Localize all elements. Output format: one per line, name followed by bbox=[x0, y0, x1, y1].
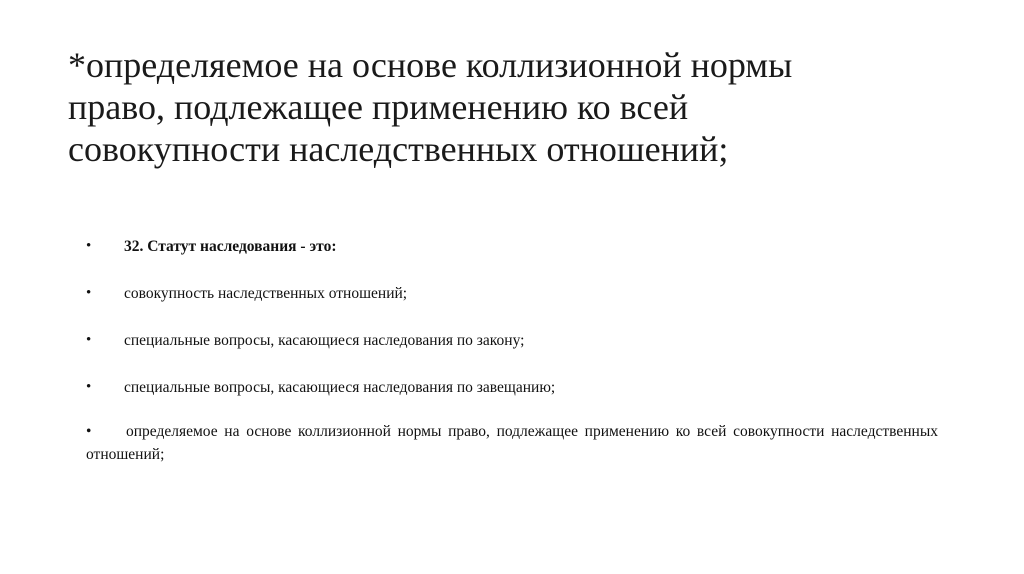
bullet-icon: • bbox=[86, 285, 92, 301]
bullet-icon: • bbox=[86, 379, 92, 395]
title-line: право, подлежащее применению ко всей bbox=[68, 87, 689, 127]
option-text: специальные вопросы, касающиеся наследования по закону; bbox=[124, 332, 525, 349]
option-text: определяемое на основе коллизионной нормы право, подлежащее применению ко всей совокупности наследственных отношений; bbox=[86, 423, 938, 463]
option-text: специальные вопросы, касающиеся наследования по завещанию; bbox=[124, 379, 556, 396]
bullet-icon: • bbox=[86, 423, 92, 440]
list-item-option bbox=[86, 279, 938, 326]
list-item-option bbox=[86, 420, 938, 466]
title-line: совокупности наследственных отношений; bbox=[68, 129, 729, 169]
option-paragraph bbox=[86, 420, 938, 466]
bullet-list bbox=[86, 232, 938, 482]
bullet-icon: • bbox=[86, 238, 92, 254]
slide-title bbox=[68, 44, 968, 170]
bullet-icon: • bbox=[86, 332, 92, 348]
question-text: 32. Статут наследования - это: bbox=[124, 238, 337, 255]
title-line: *определяемое на основе коллизионной нормы bbox=[68, 45, 793, 85]
list-item-option bbox=[86, 373, 938, 420]
list-item-option bbox=[86, 326, 938, 373]
option-text: совокупность наследственных отношений; bbox=[124, 285, 408, 302]
list-item-question bbox=[86, 232, 938, 279]
